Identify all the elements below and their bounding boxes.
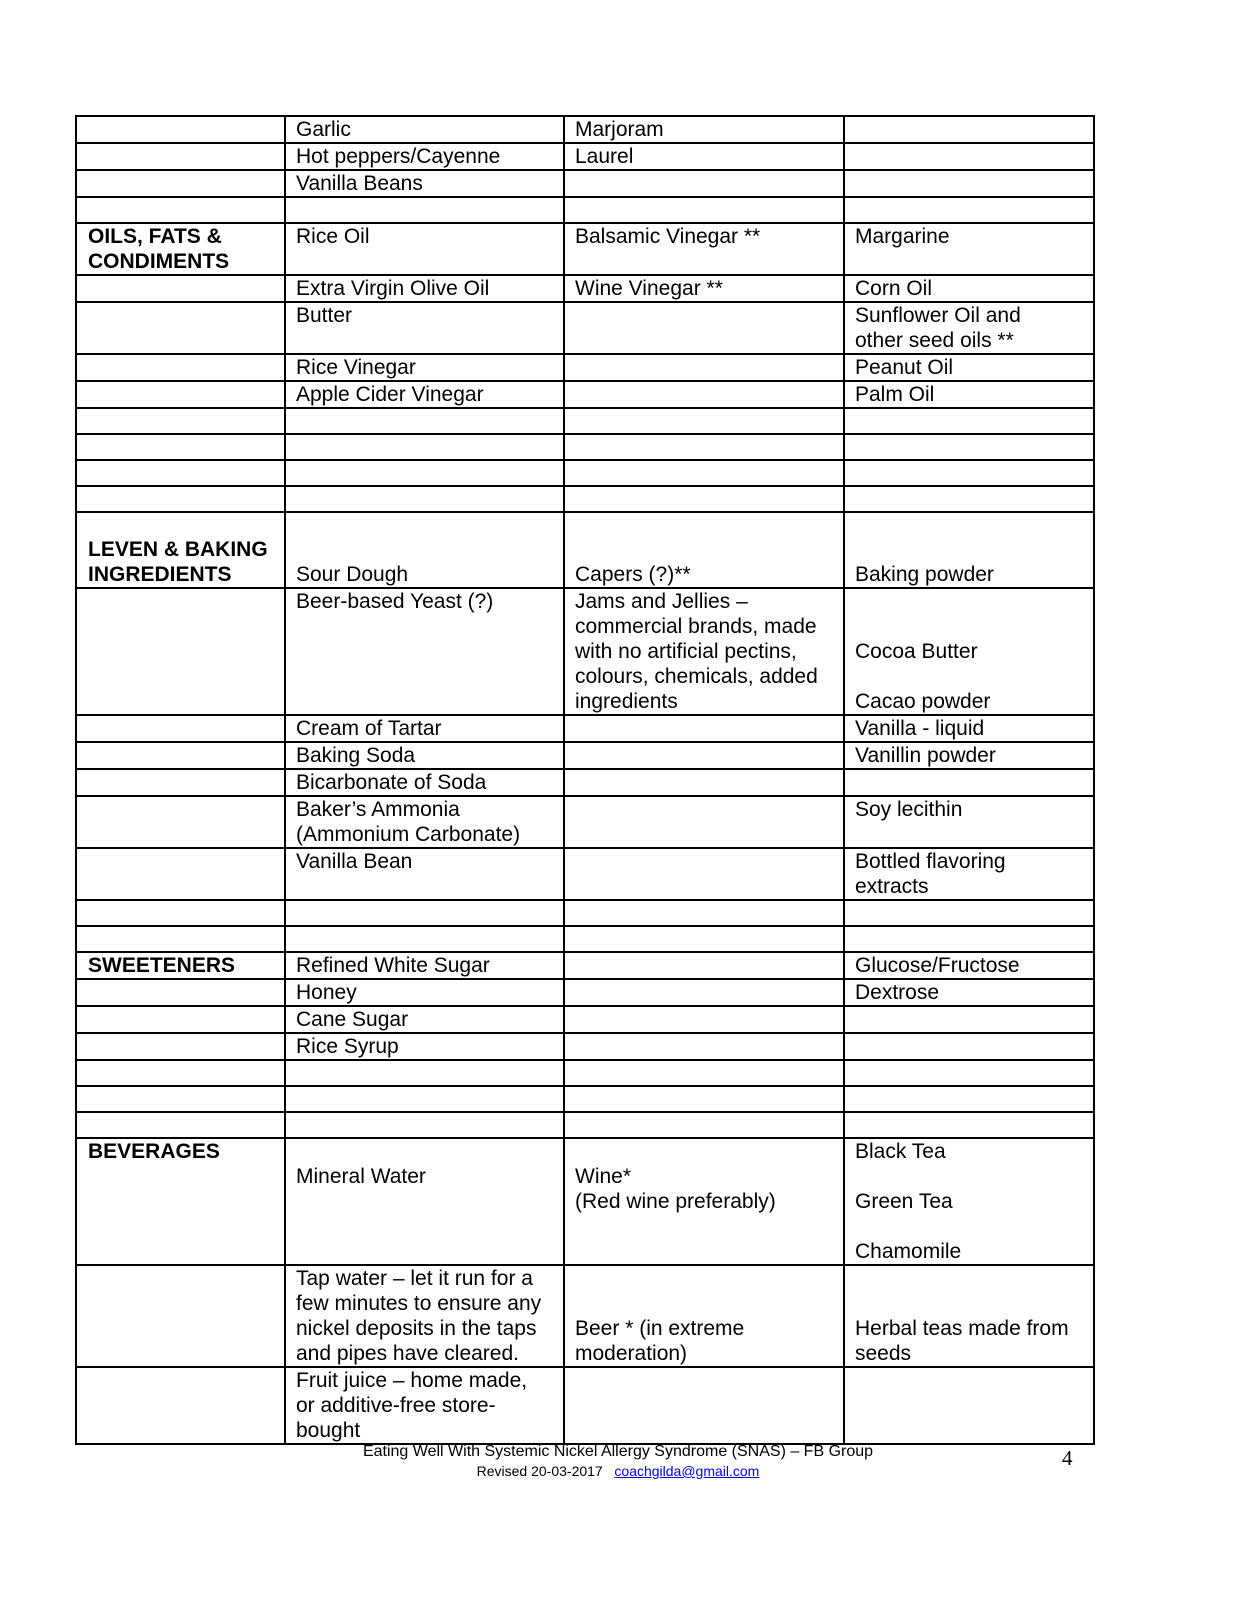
allowed-cell: Tap water – let it run for a few minutes to ensure any nickel deposits in the taps and pipes have cleared. [285, 1265, 564, 1367]
table-row [76, 848, 1094, 900]
avoid-cell: Palm Oil [844, 381, 1094, 408]
page-number: 4 [1062, 1446, 1073, 1470]
avoid-cell [844, 143, 1094, 170]
limited-cell [564, 1086, 844, 1112]
limited-cell: Beer * (in extreme moderation) [564, 1265, 844, 1367]
limited-cell [564, 1006, 844, 1033]
limited-cell: Wine* (Red wine preferably) [564, 1138, 844, 1265]
avoid-cell [844, 926, 1094, 952]
allowed-cell: Rice Syrup [285, 1033, 564, 1060]
table-row [76, 926, 1094, 952]
avoid-cell: Bottled flavoring extracts [844, 848, 1094, 900]
category-cell [76, 769, 285, 796]
category-cell [76, 715, 285, 742]
category-cell [76, 302, 285, 354]
category-cell [76, 275, 285, 302]
category-cell: OILS, FATS & CONDIMENTS [76, 223, 285, 275]
table-row [76, 143, 1094, 170]
avoid-cell: Dextrose [844, 979, 1094, 1006]
avoid-cell [844, 116, 1094, 143]
limited-cell: Balsamic Vinegar ** [564, 223, 844, 275]
category-cell [76, 486, 285, 512]
category-cell [76, 434, 285, 460]
allowed-cell [285, 1086, 564, 1112]
avoid-cell [844, 1112, 1094, 1138]
avoid-cell: Baking powder [844, 512, 1094, 588]
limited-cell [564, 1112, 844, 1138]
avoid-cell: Black Tea Green Tea Chamomile [844, 1138, 1094, 1265]
category-cell [76, 742, 285, 769]
table-row [76, 769, 1094, 796]
category-cell [76, 979, 285, 1006]
footer-revision-line [0, 1462, 1236, 1480]
avoid-cell: Corn Oil [844, 275, 1094, 302]
allowed-cell: Sour Dough [285, 512, 564, 588]
limited-cell [564, 302, 844, 354]
allowed-cell: Baking Soda [285, 742, 564, 769]
table-body [76, 116, 1094, 1444]
limited-cell: Laurel [564, 143, 844, 170]
footer [0, 1442, 1236, 1480]
category-cell [76, 1112, 285, 1138]
allowed-cell: Cane Sugar [285, 1006, 564, 1033]
footer-title: Eating Well With Systemic Nickel Allergy Syndrome (SNAS) – FB Group [362, 1443, 874, 1460]
table-row [76, 223, 1094, 275]
limited-cell [564, 1033, 844, 1060]
allowed-cell [285, 434, 564, 460]
allowed-cell: Fruit juice – home made, or additive-free store- bought [285, 1367, 564, 1444]
table-row [76, 715, 1094, 742]
allowed-cell: Hot peppers/Cayenne [285, 143, 564, 170]
category-cell [76, 116, 285, 143]
avoid-cell: Soy lecithin [844, 796, 1094, 848]
allowed-cell: Rice Vinegar [285, 354, 564, 381]
avoid-cell [844, 434, 1094, 460]
limited-cell [564, 952, 844, 979]
avoid-cell [844, 769, 1094, 796]
allowed-cell: Bicarbonate of Soda [285, 769, 564, 796]
allowed-cell: Apple Cider Vinegar [285, 381, 564, 408]
category-cell [76, 1060, 285, 1086]
limited-cell [564, 715, 844, 742]
category-cell: BEVERAGES [76, 1138, 285, 1265]
limited-cell [564, 170, 844, 197]
allowed-cell: Beer-based Yeast (?) [285, 588, 564, 715]
allowed-cell [285, 197, 564, 223]
table-row [76, 408, 1094, 434]
avoid-cell [844, 1086, 1094, 1112]
category-cell [76, 381, 285, 408]
category-cell [76, 408, 285, 434]
limited-cell [564, 486, 844, 512]
allowed-cell [285, 1112, 564, 1138]
category-cell [76, 1006, 285, 1033]
limited-cell [564, 1060, 844, 1086]
allowed-cell [285, 408, 564, 434]
category-cell [76, 926, 285, 952]
category-cell [76, 588, 285, 715]
category-cell [76, 900, 285, 926]
avoid-cell [844, 900, 1094, 926]
avoid-cell [844, 460, 1094, 486]
category-cell [76, 460, 285, 486]
limited-cell [564, 742, 844, 769]
avoid-cell: Glucose/Fructose [844, 952, 1094, 979]
category-cell [76, 1086, 285, 1112]
limited-cell [564, 197, 844, 223]
table-row [76, 742, 1094, 769]
avoid-cell: Peanut Oil [844, 354, 1094, 381]
category-cell: SWEETENERS [76, 952, 285, 979]
avoid-cell [844, 197, 1094, 223]
category-cell [76, 796, 285, 848]
table-row [76, 1265, 1094, 1367]
limited-cell [564, 434, 844, 460]
table-row [76, 588, 1094, 715]
avoid-cell [844, 1033, 1094, 1060]
limited-cell [564, 769, 844, 796]
avoid-cell: Sunflower Oil and other seed oils ** [844, 302, 1094, 354]
limited-cell: Capers (?)** [564, 512, 844, 588]
table-row [76, 460, 1094, 486]
allowed-cell [285, 900, 564, 926]
table-row [76, 1086, 1094, 1112]
limited-cell [564, 408, 844, 434]
category-cell [76, 1033, 285, 1060]
limited-cell: Jams and Jellies – commercial brands, made with no artificial pectins, colours, chemicals, added ingredients [564, 588, 844, 715]
allowed-cell: Extra Virgin Olive Oil [285, 275, 564, 302]
category-cell [76, 1265, 285, 1367]
category-cell [76, 170, 285, 197]
allowed-cell: Cream of Tartar [285, 715, 564, 742]
avoid-cell: Vanilla - liquid [844, 715, 1094, 742]
table-row [76, 434, 1094, 460]
avoid-cell: Herbal teas made from seeds [844, 1265, 1094, 1367]
avoid-cell: Margarine [844, 223, 1094, 275]
allowed-cell [285, 460, 564, 486]
table-row [76, 512, 1094, 588]
allowed-cell: Vanilla Beans [285, 170, 564, 197]
allowed-cell [285, 1060, 564, 1086]
table-row [76, 275, 1094, 302]
allowed-cell: Vanilla Bean [285, 848, 564, 900]
allowed-cell: Butter [285, 302, 564, 354]
allowed-cell [285, 486, 564, 512]
allowed-cell: Mineral Water [285, 1138, 564, 1265]
avoid-cell: Vanillin powder [844, 742, 1094, 769]
category-cell [76, 848, 285, 900]
avoid-cell [844, 1367, 1094, 1444]
avoid-cell [844, 170, 1094, 197]
category-cell [76, 143, 285, 170]
avoid-cell: Cocoa Butter Cacao powder [844, 588, 1094, 715]
limited-cell: Marjoram [564, 116, 844, 143]
limited-cell [564, 796, 844, 848]
table-row [76, 197, 1094, 223]
limited-cell [564, 381, 844, 408]
table-row [76, 1138, 1094, 1265]
footer-email-link[interactable]: coachgilda@gmail.com [614, 1463, 760, 1479]
avoid-cell [844, 408, 1094, 434]
category-cell [76, 354, 285, 381]
category-cell [76, 1367, 285, 1444]
food-table [75, 115, 1095, 1445]
table-row [76, 116, 1094, 143]
table-row [76, 979, 1094, 1006]
category-cell: LEVEN & BAKING INGREDIENTS [76, 512, 285, 588]
allowed-cell: Refined White Sugar [285, 952, 564, 979]
limited-cell [564, 354, 844, 381]
table-row [76, 952, 1094, 979]
limited-cell [564, 900, 844, 926]
table-row [76, 354, 1094, 381]
allowed-cell: Honey [285, 979, 564, 1006]
limited-cell [564, 979, 844, 1006]
table-row [76, 900, 1094, 926]
table-row [76, 302, 1094, 354]
category-cell [76, 197, 285, 223]
limited-cell [564, 460, 844, 486]
table-row [76, 1006, 1094, 1033]
allowed-cell: Garlic [285, 116, 564, 143]
limited-cell [564, 1367, 844, 1444]
table-row [76, 486, 1094, 512]
limited-cell: Wine Vinegar ** [564, 275, 844, 302]
table-row [76, 1112, 1094, 1138]
limited-cell [564, 926, 844, 952]
avoid-cell [844, 486, 1094, 512]
avoid-cell [844, 1006, 1094, 1033]
table-row [76, 170, 1094, 197]
table-row [76, 796, 1094, 848]
table-row [76, 1060, 1094, 1086]
table-row [76, 1367, 1094, 1444]
footer-revised-date: Revised 20-03-2017 [476, 1463, 603, 1479]
avoid-cell [844, 1060, 1094, 1086]
allowed-cell [285, 926, 564, 952]
allowed-cell: Rice Oil [285, 223, 564, 275]
limited-cell [564, 848, 844, 900]
table-row [76, 1033, 1094, 1060]
allowed-cell: Baker’s Ammonia (Ammonium Carbonate) [285, 796, 564, 848]
table-row [76, 381, 1094, 408]
